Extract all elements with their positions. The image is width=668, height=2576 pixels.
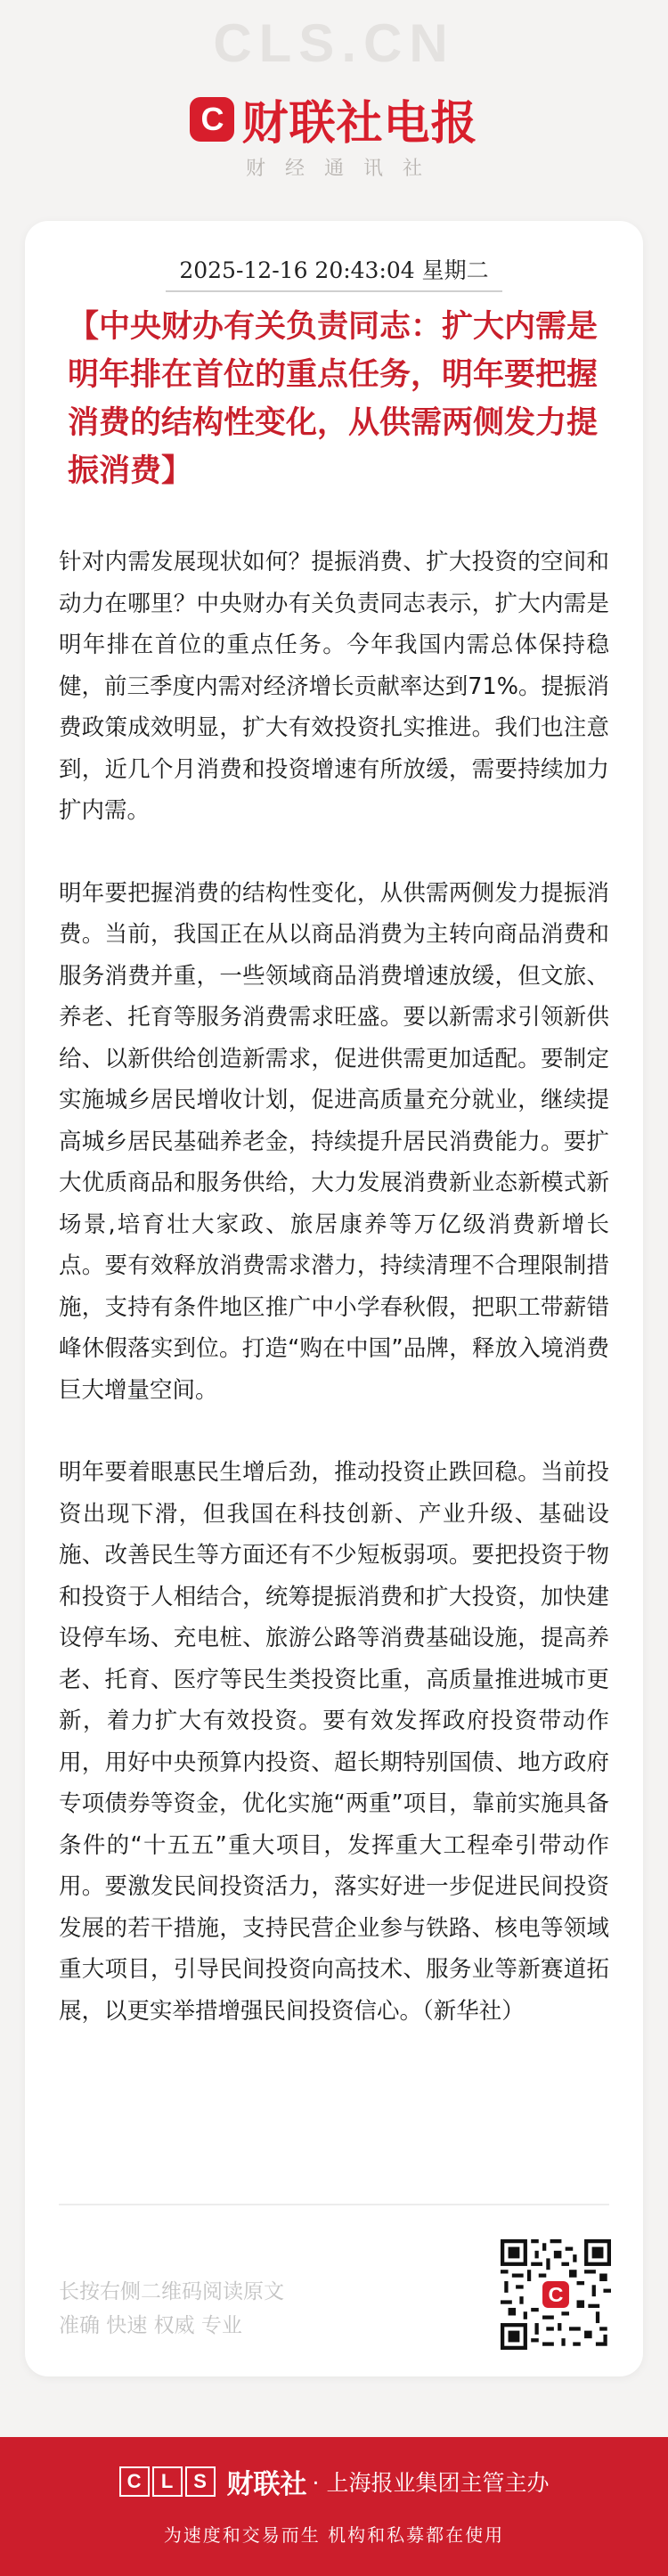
article-paragraph: 明年要把握消费的结构性变化，从供需两侧发力提振消费。当前，我国正在从以商品消费为主转向商品消费和服务消费并重，一些领域商品消费增速放缓，但文旅、养老、托育等服务消费需求旺盛。要以新需求引领新供给、以新供给创造新需求，促进供需更加适配。要制定实施城乡居民增收计划，促进高质量充分就业，继续提高城乡居民基础养老金，持续提升居民消费能力。要扩大优质商品和服务供给，大力发展消费新业态新模式新场景,培育壮大家政、旅居康养等万亿级消费新增长点。要有效释放消费需求潜力，持续清理不合理限制措施，支持有条件地区推广中小学春秋假，把职工带薪错峰休假落实到位。打造“购在中国”品牌，释放入境消费巨大增量空间。 (59, 879, 609, 1404)
article-datetime: 2025-12-16 20:43:04 星期二 (179, 257, 489, 283)
cls-letter-logo (119, 2466, 218, 2497)
brand-name: 财联社电报 (241, 97, 478, 151)
datetime-underline (166, 290, 502, 292)
brand-header (0, 86, 668, 152)
divider (59, 2204, 609, 2205)
cls-logo-icon: C (190, 97, 234, 142)
qr-hint-line: 长按右侧二维码阅读原文 (59, 2280, 284, 2303)
qr-center-letter: C (548, 2283, 564, 2307)
cls-letter: C (119, 2466, 150, 2497)
qr-hint (59, 2275, 284, 2343)
article-headline: 【中央财办有关负责同志：扩大内需是明年排在首位的重点任务，明年要把握消费的结构性变化，从供需两侧发力提振消费】 (68, 308, 599, 489)
footer-banner (0, 2437, 668, 2576)
footer-brand-name: 财联社 (226, 2469, 307, 2500)
article-paragraph: 明年要着眼惠民生增后劲，推动投资止跌回稳。当前投资出现下滑，但我国在科技创新、产业升级、基础设施、改善民生等方面还有不少短板弱项。要把投资于物和投资于人相结合，统筹提振消费和扩大投资，加快建设停车场、充电桩、旅游公路等消费基础设施，提高养老、托育、医疗等民生类投资比重，高质量推进城市更新，着力扩大有效投资。要有效发挥政府投资带动作用，用好中央预算内投资、超长期特别国债、地方政府专项债券等资金，优化实施“两重”项目，靠前实施具备条件的“十五五”重大项目，发挥重大工程牵引带动作用。要激发民间投资活力，落实好进一步促进民间投资发展的若干措施，支持民营企业参与铁路、核电等领域重大项目，引导民间投资向高技术、服务业等新赛道拓展，以更实举措增强民间投资信心。（新华社） (59, 1459, 609, 2025)
brand-subtitle: 财经通讯社 (245, 158, 442, 180)
qr-tagline: 准确 快速 权威 专业 (59, 2314, 242, 2337)
article-paragraph: 针对内需发展现状如何？提振消费、扩大投资的空间和动力在哪里？中央财办有关负责同志表示，扩大内需是明年排在首位的重点任务。今年我国内需总体保持稳健，前三季度内需对经济增长贡献率达到71%。提振消费政策成效明显，扩大有效投资扎实推进。我们也注意到，近几个月消费和投资增速有所放缓，需要持续加力扩内需。 (59, 549, 609, 824)
cls-letter: S (185, 2466, 216, 2497)
article-body (59, 542, 609, 2073)
watermark-text: CLS.CN (213, 13, 455, 73)
qr-code-icon[interactable] (501, 2239, 611, 2350)
cls-letter: L (152, 2466, 183, 2497)
footer-slogan: 为速度和交易而生 机构和私募都在使用 (163, 2524, 505, 2546)
footer-brand-row (0, 2462, 668, 2501)
footer-org: · 上海报业集团主管主办 (312, 2470, 550, 2496)
